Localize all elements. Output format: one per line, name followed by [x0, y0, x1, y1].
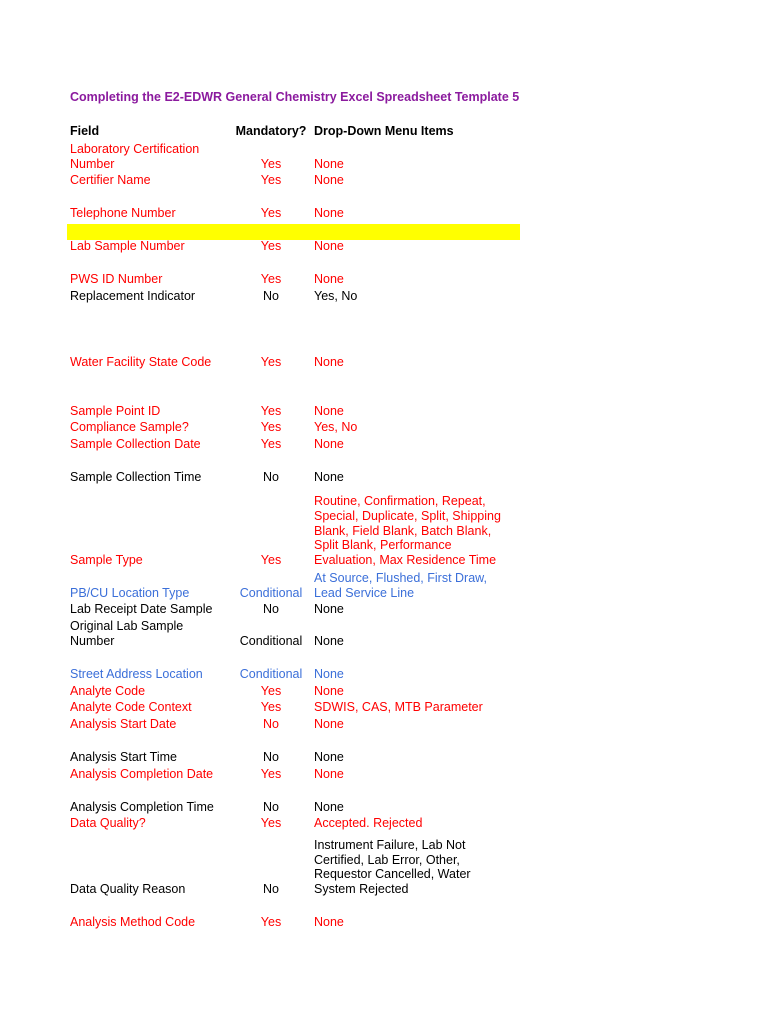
- mandatory-value: Yes: [260, 239, 282, 253]
- dropdown-items: Yes, No: [314, 420, 358, 434]
- field-name: Sample Point ID: [70, 404, 161, 418]
- mandatory-value: Yes: [260, 816, 282, 830]
- field-name: Data Quality Reason: [70, 882, 186, 896]
- mandatory-value: Yes: [260, 700, 282, 714]
- field-name: Compliance Sample?: [70, 420, 189, 434]
- dropdown-items: None: [314, 239, 344, 253]
- mandatory-value: Conditional: [239, 586, 303, 600]
- field-name: Telephone Number: [70, 206, 176, 220]
- mandatory-value: Yes: [260, 437, 282, 451]
- document-title: Completing the E2-EDWR General Chemistry Excel Spreadsheet Template 5: [70, 90, 520, 104]
- mandatory-value: No: [263, 289, 279, 303]
- dropdown-items: None: [314, 667, 344, 681]
- field-name: Sample Collection Date: [70, 437, 201, 451]
- header-field: Field: [70, 124, 100, 138]
- dropdown-items: None: [314, 470, 344, 484]
- dropdown-items: Special, Duplicate, Split, Shipping: [314, 508, 501, 523]
- field-name: Replacement Indicator: [70, 289, 196, 303]
- dropdown-items: None: [314, 355, 344, 369]
- mandatory-value: Conditional: [239, 634, 303, 648]
- dropdown-items: Requestor Cancelled, Water: [314, 867, 471, 882]
- mandatory-value: Conditional: [239, 667, 303, 681]
- mandatory-value: Yes: [260, 684, 282, 698]
- mandatory-value: Yes: [260, 915, 282, 929]
- field-name: PWS ID Number: [70, 272, 163, 286]
- field-name: Sample Type: [70, 553, 143, 567]
- header-mandatory: Mandatory?: [235, 124, 307, 138]
- dropdown-items: None: [314, 602, 344, 616]
- mandatory-value: No: [263, 750, 279, 764]
- dropdown-items: Yes, No: [314, 289, 358, 303]
- field-name: Lab Receipt Date Sample: [70, 602, 213, 616]
- field-name: Number: [70, 157, 115, 171]
- dropdown-items: None: [314, 437, 344, 451]
- dropdown-items: Certified, Lab Error, Other,: [314, 852, 460, 867]
- mandatory-value: No: [263, 800, 279, 814]
- field-name: Street Address Location: [70, 667, 203, 681]
- dropdown-items: System Rejected: [314, 882, 409, 896]
- dropdown-items: Accepted. Rejected: [314, 816, 423, 830]
- field-name: Analysis Completion Time: [70, 800, 214, 814]
- dropdown-items: Lead Service Line: [314, 586, 415, 600]
- dropdown-items: None: [314, 717, 344, 731]
- dropdown-items: None: [314, 684, 344, 698]
- dropdown-items: None: [314, 800, 344, 814]
- field-name: Original Lab Sample: [70, 619, 184, 634]
- dropdown-items: None: [314, 173, 344, 187]
- mandatory-value: Yes: [260, 404, 282, 418]
- field-name: PB/CU Location Type: [70, 586, 190, 600]
- field-name: Analyte Code Context: [70, 700, 192, 714]
- mandatory-value: Yes: [260, 272, 282, 286]
- field-name: Water Facility State Code: [70, 355, 212, 369]
- field-name: Analyte Code: [70, 684, 146, 698]
- field-name: Analysis Start Date: [70, 717, 177, 731]
- mandatory-value: Yes: [260, 157, 282, 171]
- field-name: Certifier Name: [70, 173, 151, 187]
- highlighted-row: [67, 224, 520, 240]
- field-name: Laboratory Certification: [70, 142, 200, 157]
- mandatory-value: Yes: [260, 553, 282, 567]
- dropdown-items: None: [314, 272, 344, 286]
- mandatory-value: No: [263, 602, 279, 616]
- dropdown-items: At Source, Flushed, First Draw,: [314, 571, 487, 586]
- mandatory-value: Yes: [260, 173, 282, 187]
- mandatory-value: No: [263, 882, 279, 896]
- dropdown-items: None: [314, 915, 344, 929]
- dropdown-items: None: [314, 634, 344, 648]
- dropdown-items: None: [314, 750, 344, 764]
- dropdown-items: None: [314, 767, 344, 781]
- field-name: Data Quality?: [70, 816, 146, 830]
- dropdown-items: Evaluation, Max Residence Time: [314, 553, 497, 567]
- dropdown-items: SDWIS, CAS, MTB Parameter: [314, 700, 483, 714]
- mandatory-value: Yes: [260, 767, 282, 781]
- field-name: Sample Collection Time: [70, 470, 202, 484]
- dropdown-items: Split Blank, Performance: [314, 538, 452, 553]
- dropdown-items: None: [314, 157, 344, 171]
- field-name: Number: [70, 634, 115, 648]
- mandatory-value: No: [263, 470, 279, 484]
- mandatory-value: Yes: [260, 420, 282, 434]
- dropdown-items: None: [314, 206, 344, 220]
- mandatory-value: No: [263, 717, 279, 731]
- dropdown-items: None: [314, 404, 344, 418]
- dropdown-items: Blank, Field Blank, Batch Blank,: [314, 523, 492, 538]
- field-name: Analysis Start Time: [70, 750, 177, 764]
- header-dropdown: Drop-Down Menu Items: [314, 124, 454, 138]
- mandatory-value: Yes: [260, 355, 282, 369]
- dropdown-items: Routine, Confirmation, Repeat,: [314, 494, 486, 509]
- field-name: Lab Sample Number: [70, 239, 185, 253]
- dropdown-items: Instrument Failure, Lab Not: [314, 837, 466, 852]
- field-name: Analysis Method Code: [70, 915, 196, 929]
- field-name: Analysis Completion Date: [70, 767, 214, 781]
- mandatory-value: Yes: [260, 206, 282, 220]
